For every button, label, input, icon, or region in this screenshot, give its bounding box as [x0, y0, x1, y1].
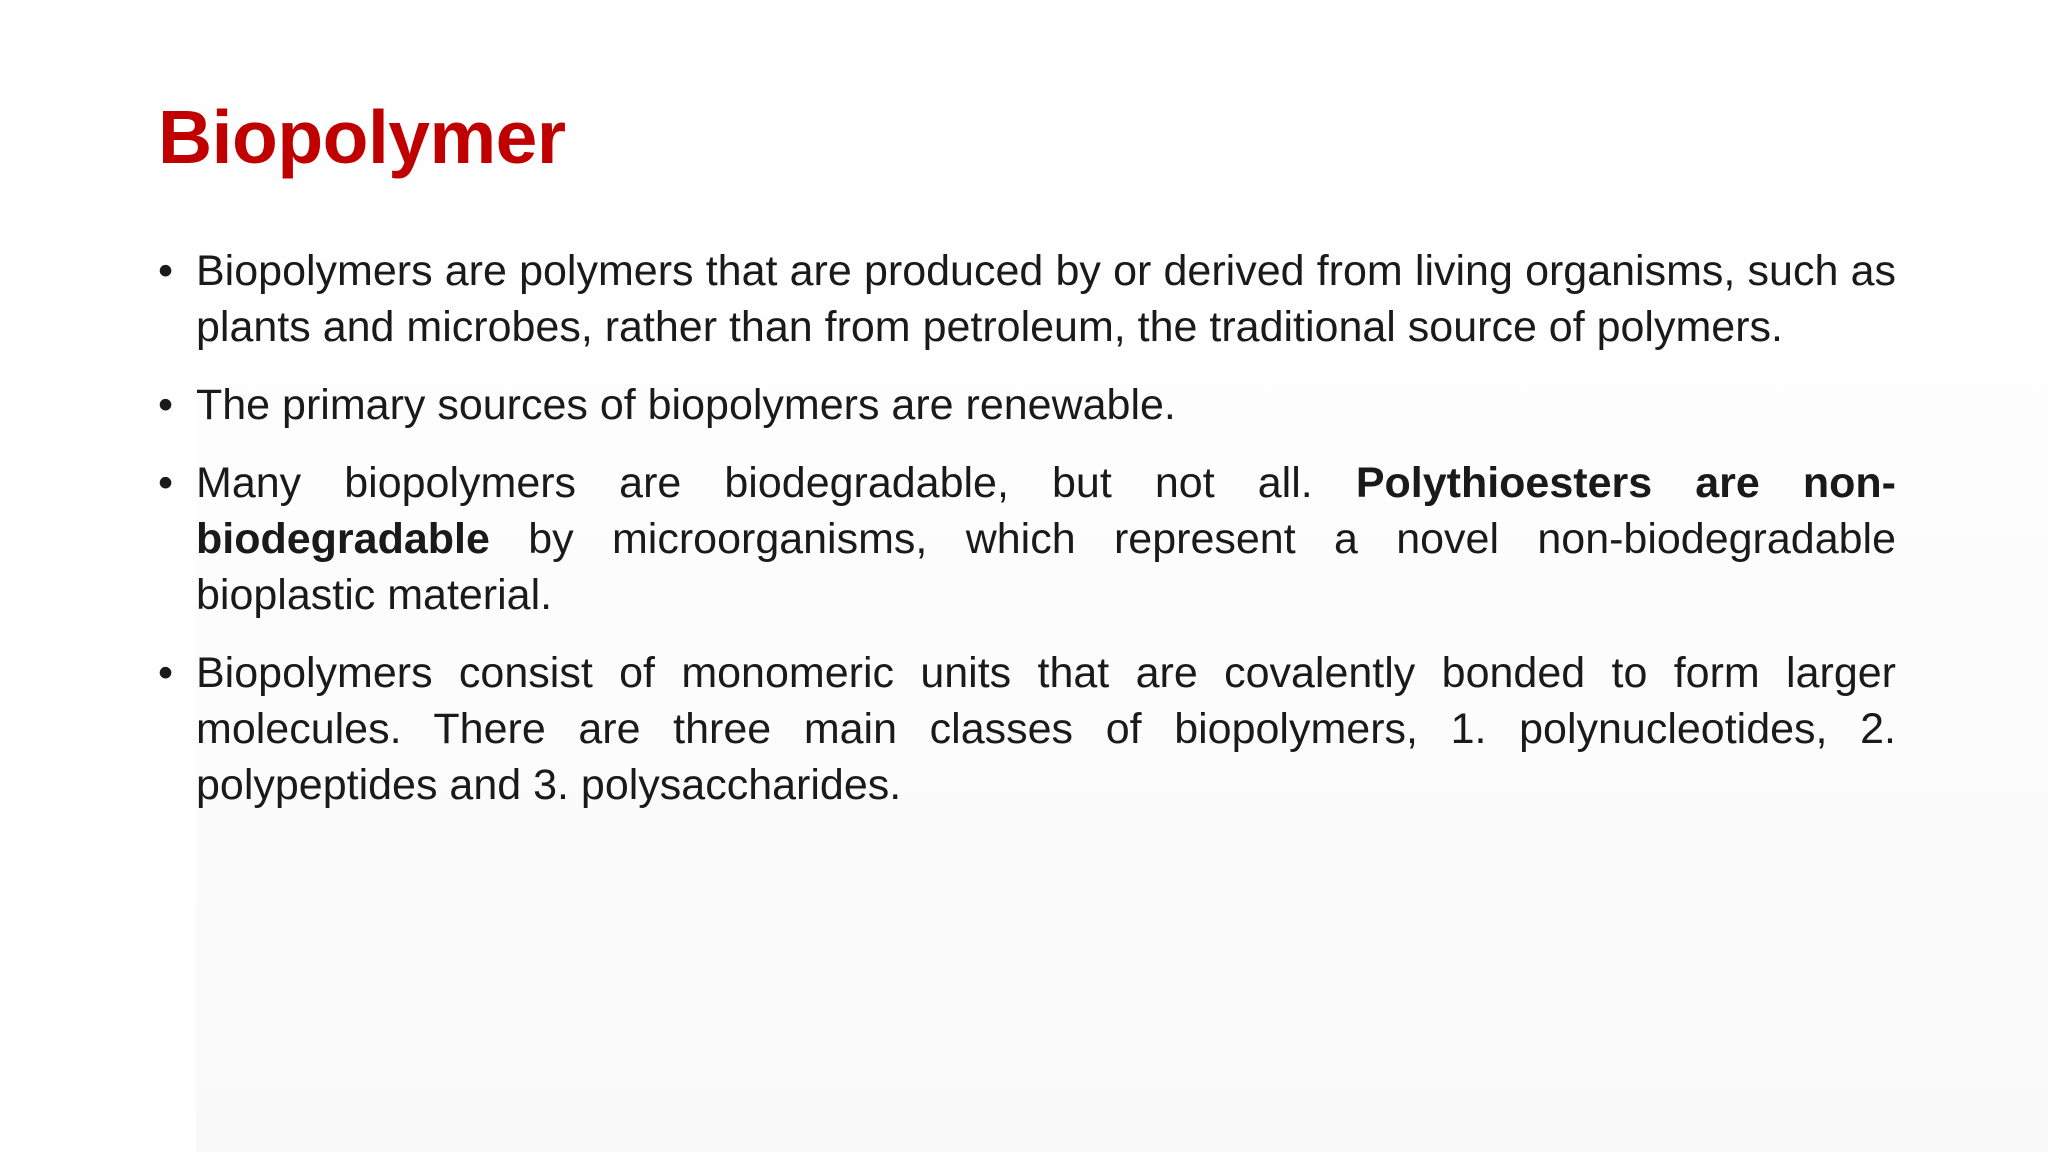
bullet-list [158, 243, 1896, 835]
bullet-dot-icon: • [158, 649, 174, 697]
bullet-text-emphasis: Polythioesters are non-biodegradable [196, 459, 1896, 563]
bullet-text: The primary sources of biopolymers are renewable. [196, 381, 1176, 429]
bullet-dot-icon: • [158, 459, 174, 507]
bullet-text: Biopolymers consist of monomeric units that are covalently bonded to form larger molecules. There are three main classes of biopolymers, 1. polynucleotides, 2. polypeptides and 3. polysaccharides. [196, 649, 1896, 809]
slide-title: Biopolymer [158, 95, 566, 179]
bullet-dot-icon: • [158, 247, 174, 295]
bullet-item [158, 377, 1896, 433]
bullet-item [158, 455, 1896, 623]
bullet-item [158, 243, 1896, 355]
bullet-text: by microorganisms, which represent a novel non-biodegradable bioplastic material. [196, 515, 1896, 619]
bullet-text: Many biopolymers are biodegradable, but not all. [196, 459, 1356, 507]
bullet-item [158, 645, 1896, 813]
bullet-dot-icon: • [158, 381, 174, 429]
bullet-text: Biopolymers are polymers that are produced by or derived from living organisms, such as plants and microbes, rather than from petroleum, the traditional source of polymers. [196, 247, 1896, 351]
